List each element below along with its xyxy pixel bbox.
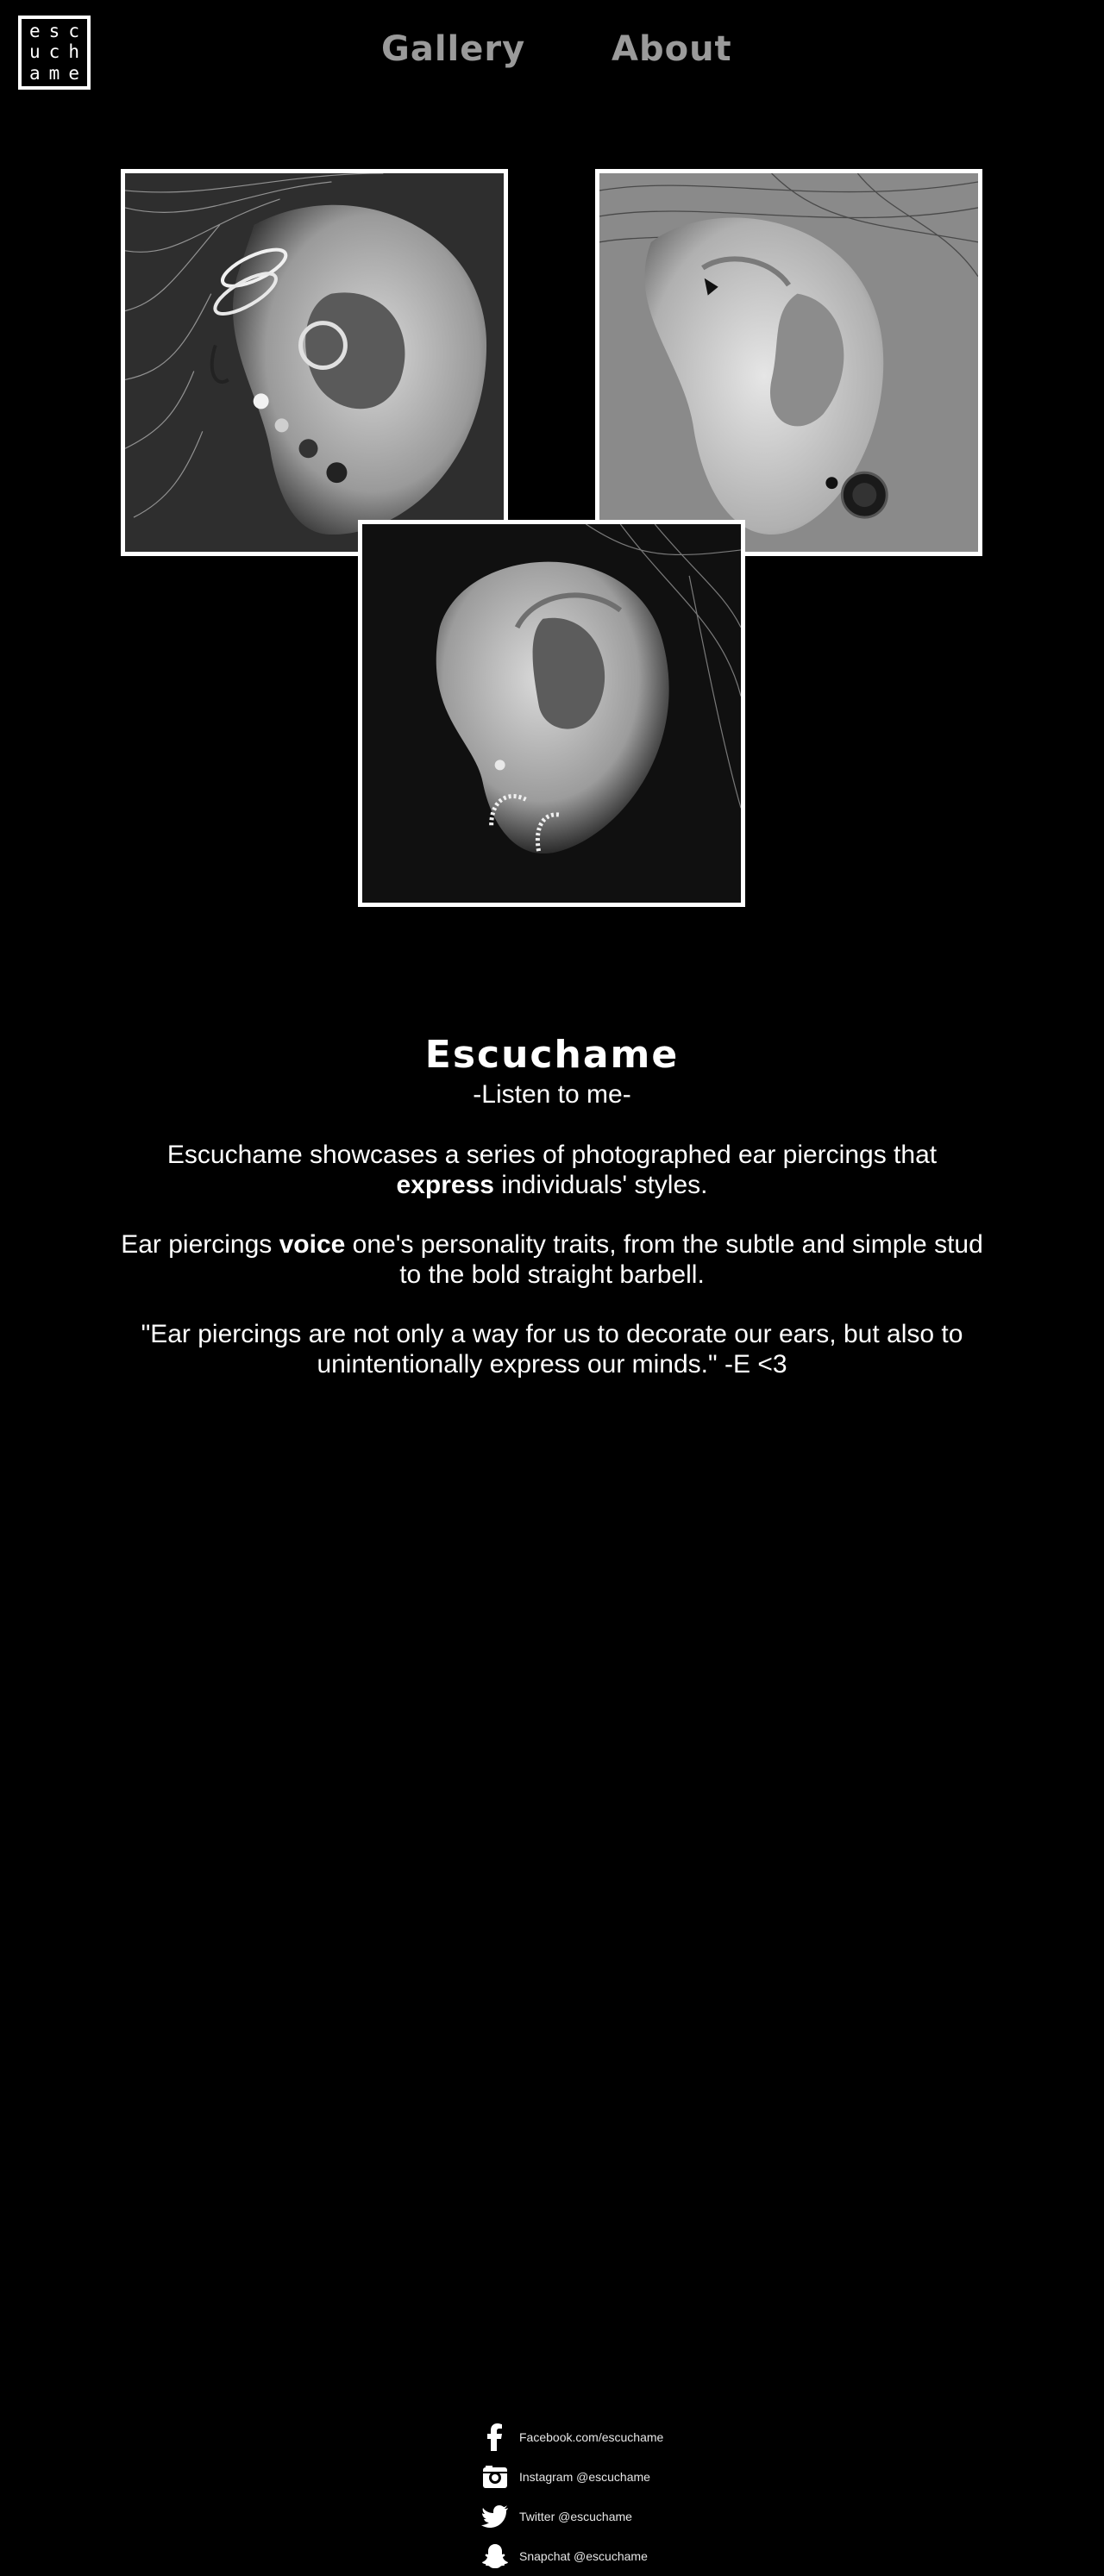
intro-emphasis: voice [279,1230,346,1259]
intro-emphasis: express [396,1171,494,1199]
ear-photo-image [125,173,504,552]
logo-letter: c [68,20,79,41]
intro-paragraph-2 [121,1229,983,1290]
gallery-photo-helix[interactable] [121,169,508,556]
site-title: Escuchame [424,1033,680,1077]
intro-text: individuals' styles. [493,1171,708,1199]
intro-quote: "Ear piercings are not only a way for us to decorate our ears, but also to unintentionally express our minds." -E <3 [141,1320,963,1379]
snapchat-icon [480,2541,511,2572]
facebook-icon [480,2422,511,2453]
intro-text: Ear piercings [121,1230,279,1259]
intro-text: Escuchame showcases a series of photographed ear piercings that [166,1141,938,1169]
logo-letter: s [48,20,60,41]
logo-letter: e [68,63,79,84]
main-nav [0,29,1104,78]
ear-photo-image [599,173,978,552]
gallery-photo-hoops[interactable] [358,520,745,907]
logo-letter: h [68,41,79,63]
twitter-label: Twitter @escuchame [519,2510,632,2523]
twitter-link[interactable] [480,2497,756,2536]
intro-section [0,1031,1104,1379]
logo-letter: e [29,20,41,41]
intro-paragraph-1 [129,1140,975,1200]
nav-gallery-link[interactable]: Gallery [381,29,526,69]
logo-letter: a [29,63,41,84]
logo-letter: m [48,63,60,84]
logo-letter: c [48,41,60,63]
nav-about-link[interactable]: About [612,29,732,69]
ear-photo-image [362,524,741,903]
site-tagline: -Listen to me- [473,1080,631,1109]
snapchat-label: Snapchat @escuchame [519,2549,648,2563]
logo-letter: u [29,41,41,63]
social-links [480,2417,756,2576]
instagram-link[interactable] [480,2457,756,2497]
gallery-photo-gauge[interactable] [595,169,982,556]
intro-text: one's personality traits, from the subtle and simple stud to the bold straight barbell. [345,1230,983,1289]
instagram-icon [480,2461,511,2492]
facebook-label: Facebook.com/escuchame [519,2430,664,2444]
twitter-icon [480,2501,511,2532]
facebook-link[interactable] [480,2417,756,2457]
instagram-label: Instagram @escuchame [519,2470,650,2484]
snapchat-link[interactable] [480,2536,756,2576]
